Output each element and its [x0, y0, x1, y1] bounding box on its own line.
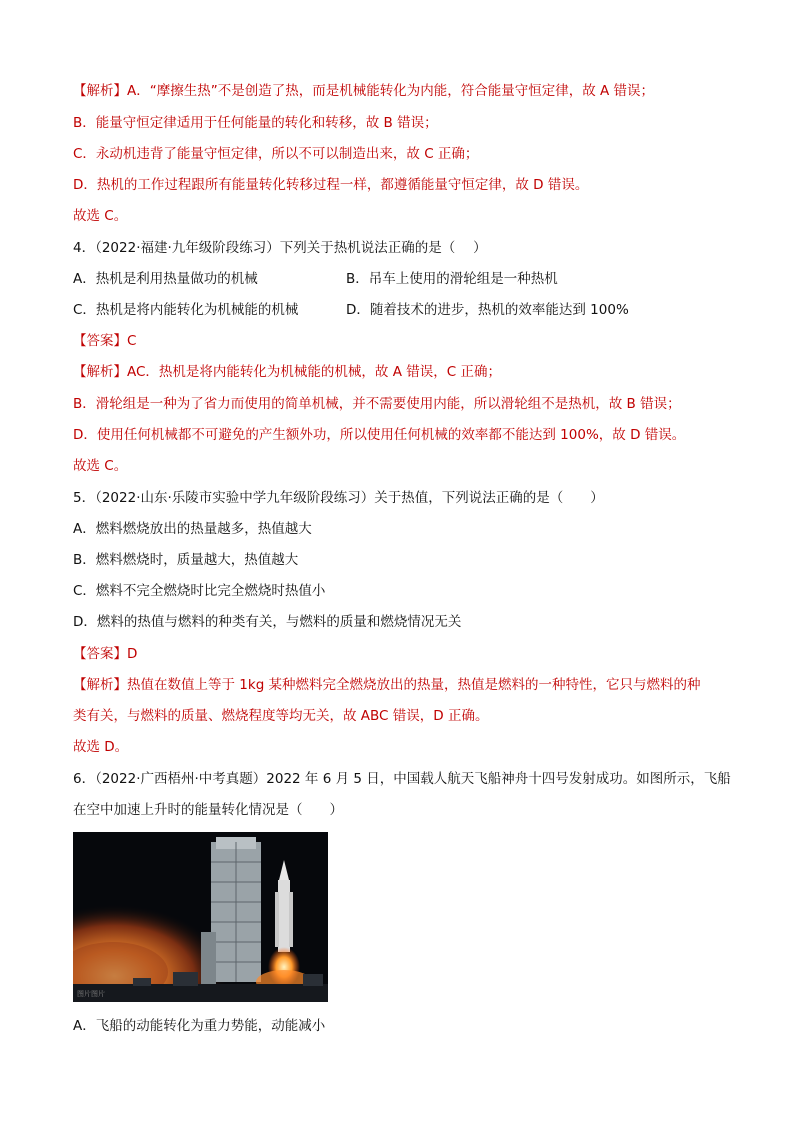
q5-stem: 5．（2022·山东·乐陵市实验中学九年级阶段练习）关于热值，下列说法正确的是（ ） — [73, 490, 604, 506]
analysis-line-2: B．能量守恒定律适用于任何能量的转化和转移，故 B 错误； — [73, 115, 438, 131]
q4-select: 故选 C。 — [73, 458, 128, 474]
q6-stem-1: 6．（2022·广西梧州·中考真题）2022 年 6 月 5 日，中国载人航天飞船神舟十四号发射成功。如图所示，飞船 — [73, 771, 731, 787]
answer-value: D — [127, 646, 138, 662]
answer-value: C — [127, 333, 137, 349]
q6-stem-2: 在空中加速上升时的能量转化情况是（ ） — [73, 802, 343, 818]
analysis-line-3: C．永动机违背了能量守恒定律，所以不可以制造出来，故 C 正确； — [73, 146, 479, 162]
select-line: 故选 C。 — [73, 208, 128, 224]
q5-option-d: D．燃料的热值与燃料的种类有关，与燃料的质量和燃烧情况无关 — [73, 614, 462, 630]
rocket-launch-photo — [73, 832, 328, 1002]
analysis-tag: 【解析】 — [73, 677, 127, 693]
q5-analysis-2: 类有关，与燃料的质量、燃烧程度等均无关，故 ABC 错误，D 正确。 — [73, 708, 489, 724]
analysis-line-4: D．热机的工作过程跟所有能量转化转移过程一样，都遵循能量守恒定律，故 D 错误。 — [73, 177, 589, 193]
q5-option-b: B．燃料燃烧时，质量越大，热值越大 — [73, 552, 299, 568]
analysis-tag: 【解析】 — [73, 364, 127, 380]
analysis-text: A．“摩擦生热”不是创造了热，而是机械能转化为内能，符合能量守恒定律，故 A 错误； — [127, 83, 655, 99]
analysis-text: 热值在数值上等于 1kg 某种燃料完全燃烧放出的热量，热值是燃料的一种特性，它只与燃料的种 — [127, 677, 701, 693]
q5-answer — [73, 644, 137, 664]
q6-option-a: A．飞船的动能转化为重力势能，动能减小 — [73, 1018, 326, 1034]
q4-option-d: D．随着技术的进步，热机的效率能达到 100% — [346, 302, 629, 318]
q5-select: 故选 D。 — [73, 739, 129, 755]
answer-tag: 【答案】 — [73, 646, 127, 662]
q4-option-c: C．热机是将内能转化为机械能的机械 — [73, 302, 299, 318]
q4-analysis-1 — [73, 362, 501, 382]
photo-caption: 图片图片 — [77, 990, 105, 998]
q5-analysis-1 — [73, 675, 701, 695]
q4-analysis-2: B．滑轮组是一种为了省力而使用的简单机械，并不需要使用内能，所以滑轮组不是热机，故 B 错误； — [73, 396, 681, 412]
q4-option-b: B．吊车上使用的滑轮组是一种热机 — [346, 271, 558, 287]
analysis-text: AC．热机是将内能转化为机械能的机械，故 A 错误，C 正确； — [127, 364, 501, 380]
analysis-tag: 【解析】 — [73, 83, 127, 99]
rocket-launch-illustration — [73, 832, 328, 1002]
answer-tag: 【答案】 — [73, 333, 127, 349]
q4-stem: 4．（2022·福建·九年级阶段练习）下列关于热机说法正确的是（ ） — [73, 240, 487, 256]
q4-analysis-3: D．使用任何机械都不可避免的产生额外功，所以使用任何机械的效率都不能达到 100%，故 D 错误。 — [73, 427, 686, 443]
q4-option-a: A．热机是利用热量做功的机械 — [73, 271, 258, 287]
q5-option-c: C．燃料不完全燃烧时比完全燃烧时热值小 — [73, 583, 326, 599]
analysis-line-1 — [73, 81, 654, 101]
q5-option-a: A．燃料燃烧放出的热量越多，热值越大 — [73, 521, 312, 537]
q4-answer — [73, 331, 136, 351]
